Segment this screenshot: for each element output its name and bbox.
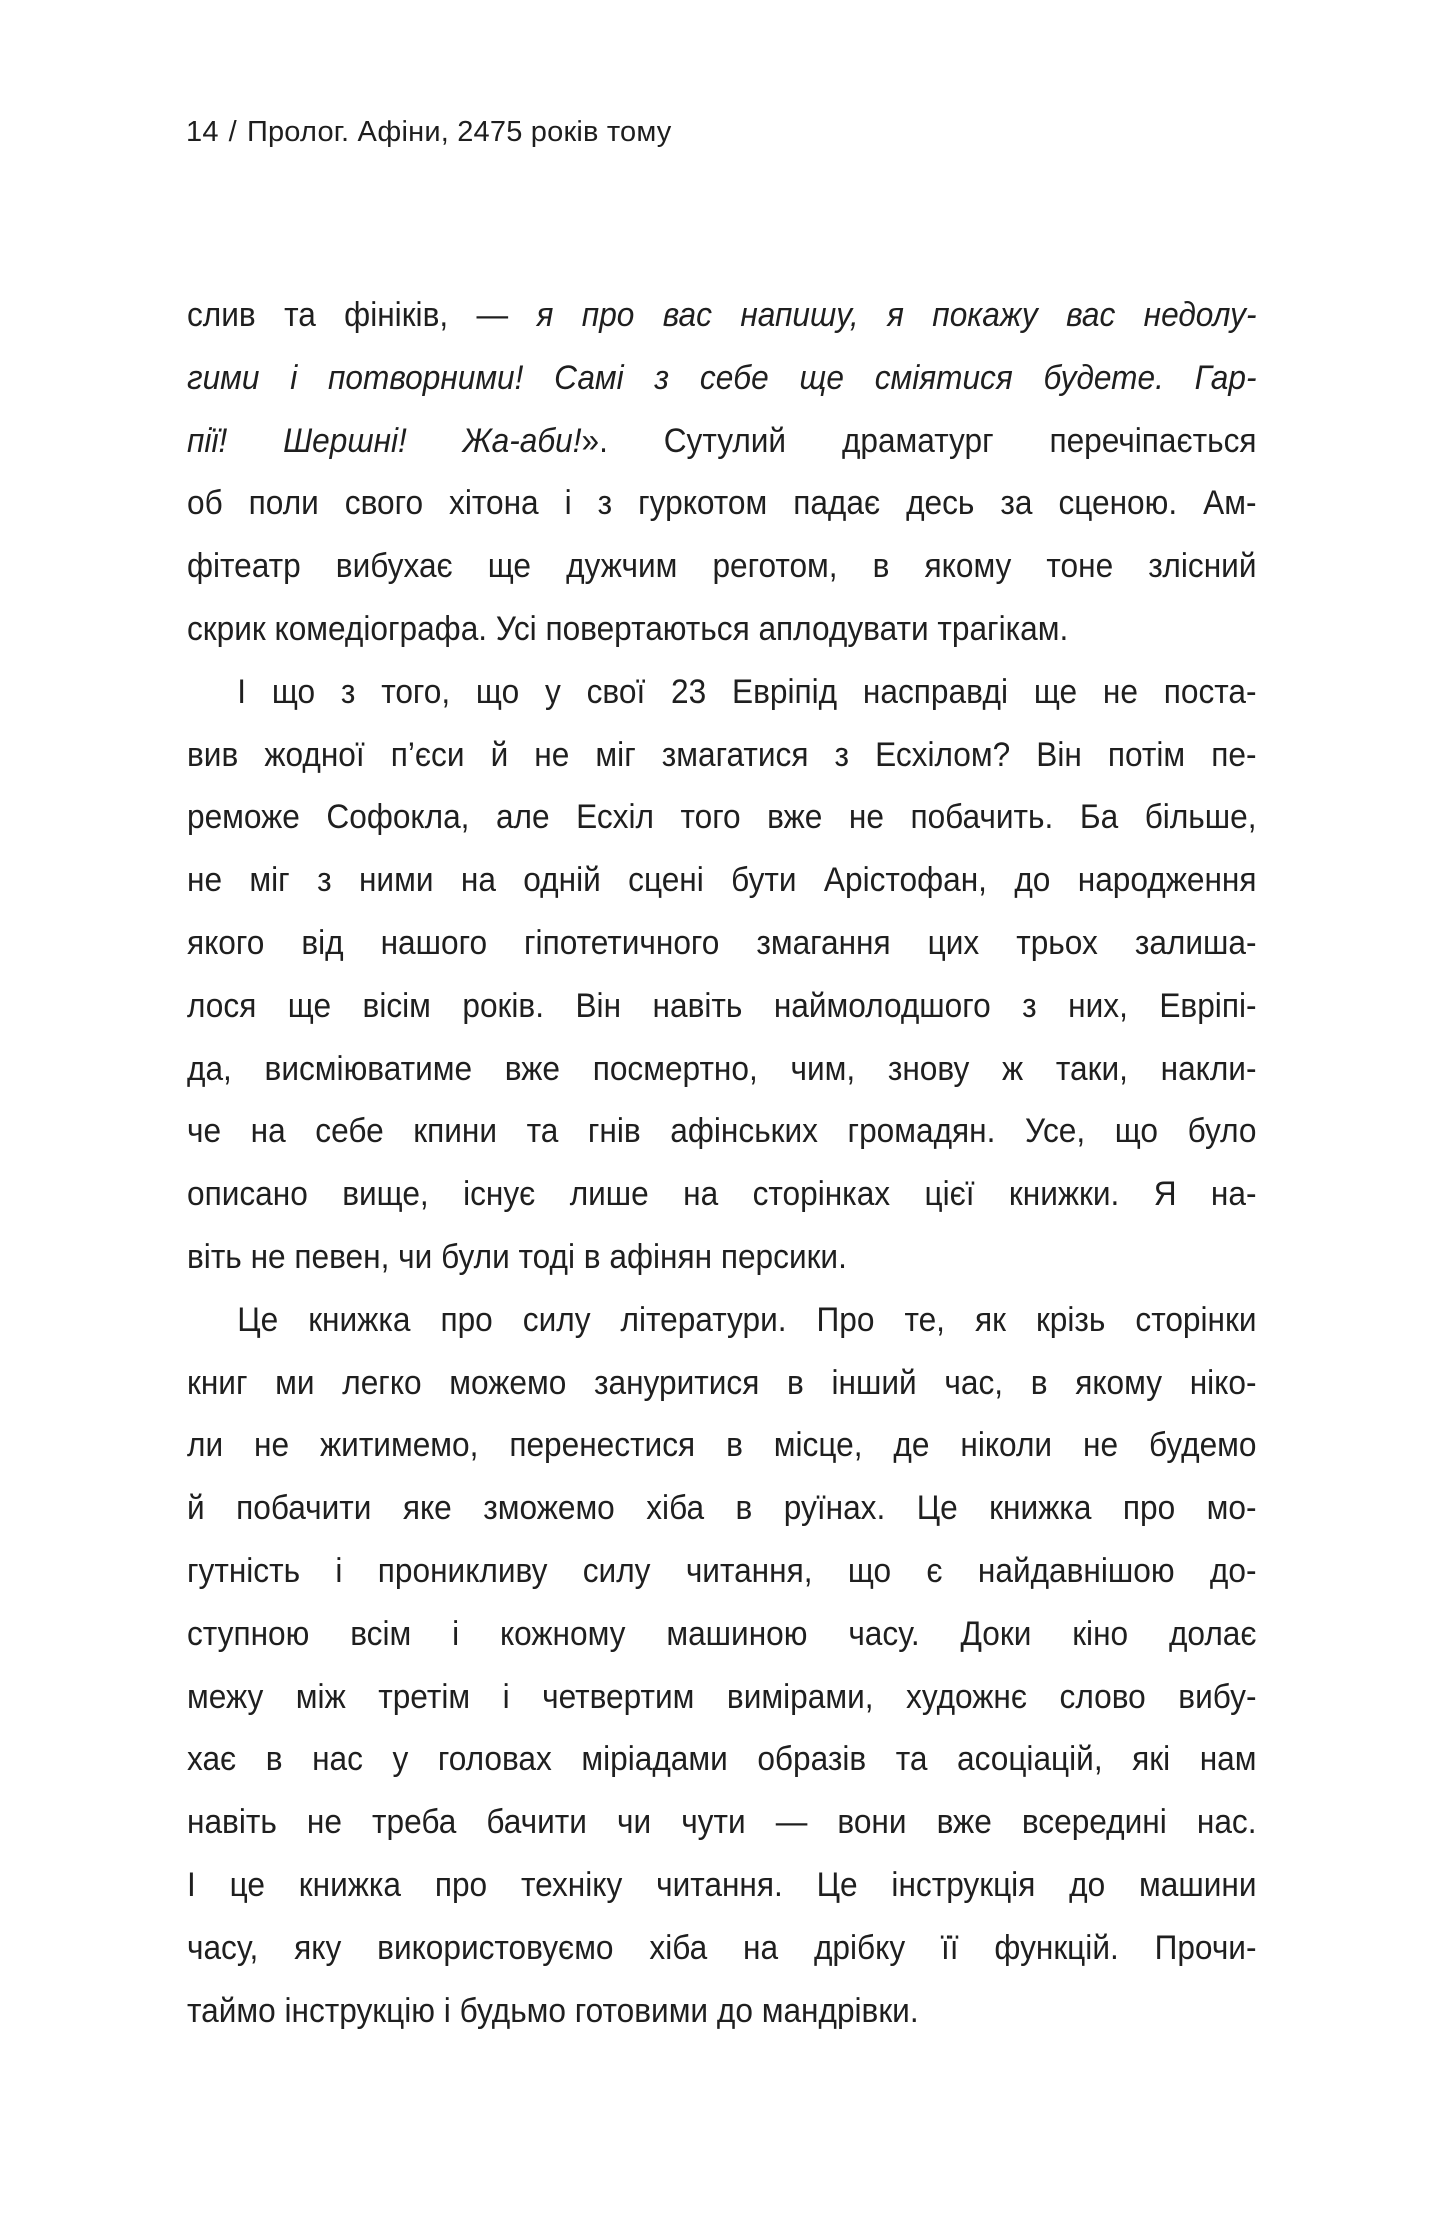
text-line: да, висміюватиме вже посмертно, чим, знову ж таки, накли-	[187, 1049, 1257, 1088]
text-line: навіть не треба бачити чи чути — вони вже всередині нас.	[187, 1803, 1257, 1842]
text-line: Це книжка про силу літератури. Про те, як крізь сторінки	[237, 1300, 1257, 1339]
page-number: 14	[186, 116, 219, 148]
text-line: хає в нас у головах міріадами образів та асоціацій, які нам	[187, 1740, 1257, 1779]
text-line	[187, 347, 1257, 410]
text-line: І це книжка про техніку читання. Це інструкція до машини	[187, 1865, 1257, 1904]
text-line: че на себе кпини та гнів афінських громадян. Усе, що було	[187, 1112, 1257, 1151]
italic-quote: я про вас напишу, я покажу вас недолу-	[536, 296, 1257, 334]
text-line: віть не певен, чи були тоді в афінян персики.	[187, 1237, 847, 1276]
text-line	[187, 598, 1257, 661]
paragraph-1	[187, 284, 1257, 661]
text-line: І що з того, що у свої 23 Евріпід насправді ще не поста-	[237, 672, 1257, 711]
text-line: межу між третім і четвертим вимірами, художнє слово вибу-	[187, 1677, 1257, 1716]
italic-quote: гими і потворними! Самі з себе ще сміятися будете. Гар-	[187, 358, 1257, 397]
text-line	[187, 410, 1257, 473]
text-line: реможе Софокла, але Есхіл того вже не побачить. Ба більше,	[187, 798, 1257, 837]
running-title: Пролог. Афіни, 2475 років тому	[246, 116, 672, 148]
body-text	[187, 284, 1257, 2042]
text-run: об поли свого хітона і з гуркотом падає десь за сценою. Ам-	[187, 484, 1257, 523]
text-line	[187, 472, 1257, 535]
text-line: вив жодної п’єси й не міг змагатися з Есхілом? Він потім пе-	[187, 735, 1257, 774]
text-line: не міг з ними на одній сцені бути Арістофан, до народження	[187, 861, 1257, 900]
text-run: фітеатр вибухає ще дужчим реготом, в якому тоне злісний	[187, 547, 1257, 586]
text-line	[187, 535, 1257, 598]
italic-quote: пії! Шершні! Жа-аби!	[187, 421, 582, 460]
text-line: якого від нашого гіпотетичного змагання цих трьох залиша-	[187, 923, 1257, 962]
text-line: й побачити яке зможемо хіба в руїнах. Це книжка про мо-	[187, 1489, 1257, 1528]
paragraph-3	[187, 1289, 1257, 2043]
text-run: ». Сутулий драматург перечіпається	[581, 421, 1257, 460]
text-line: книг ми легко можемо зануритися в інший час, в якому ніко-	[187, 1363, 1257, 1402]
header-separator: /	[228, 116, 237, 148]
text-run: скрик комедіографа. Усі повертаються аплодувати трагікам.	[187, 609, 1069, 648]
text-line: ли не житимемо, перенестися в місце, де ніколи не будемо	[187, 1426, 1257, 1465]
text-line: часу, яку використовуємо хіба на дрібку її функцій. Прочи-	[187, 1928, 1257, 1967]
text-line: гутність і проникливу силу читання, що є найдавнішою до-	[187, 1551, 1257, 1590]
text-line: описано вище, існує лише на сторінках цієї книжки. Я на-	[187, 1175, 1257, 1214]
text-line	[187, 284, 1257, 347]
paragraph-2	[187, 661, 1257, 1289]
text-line: таймо інструкцію і будьмо готовими до мандрівки.	[187, 1991, 919, 2030]
text-run: слив та фініків, —	[187, 296, 537, 334]
running-head	[186, 116, 672, 149]
text-line: лося ще вісім років. Він навіть наймолодшого з них, Евріпі-	[187, 986, 1257, 1025]
text-line: ступною всім і кожному машиною часу. Доки кіно долає	[187, 1614, 1257, 1653]
